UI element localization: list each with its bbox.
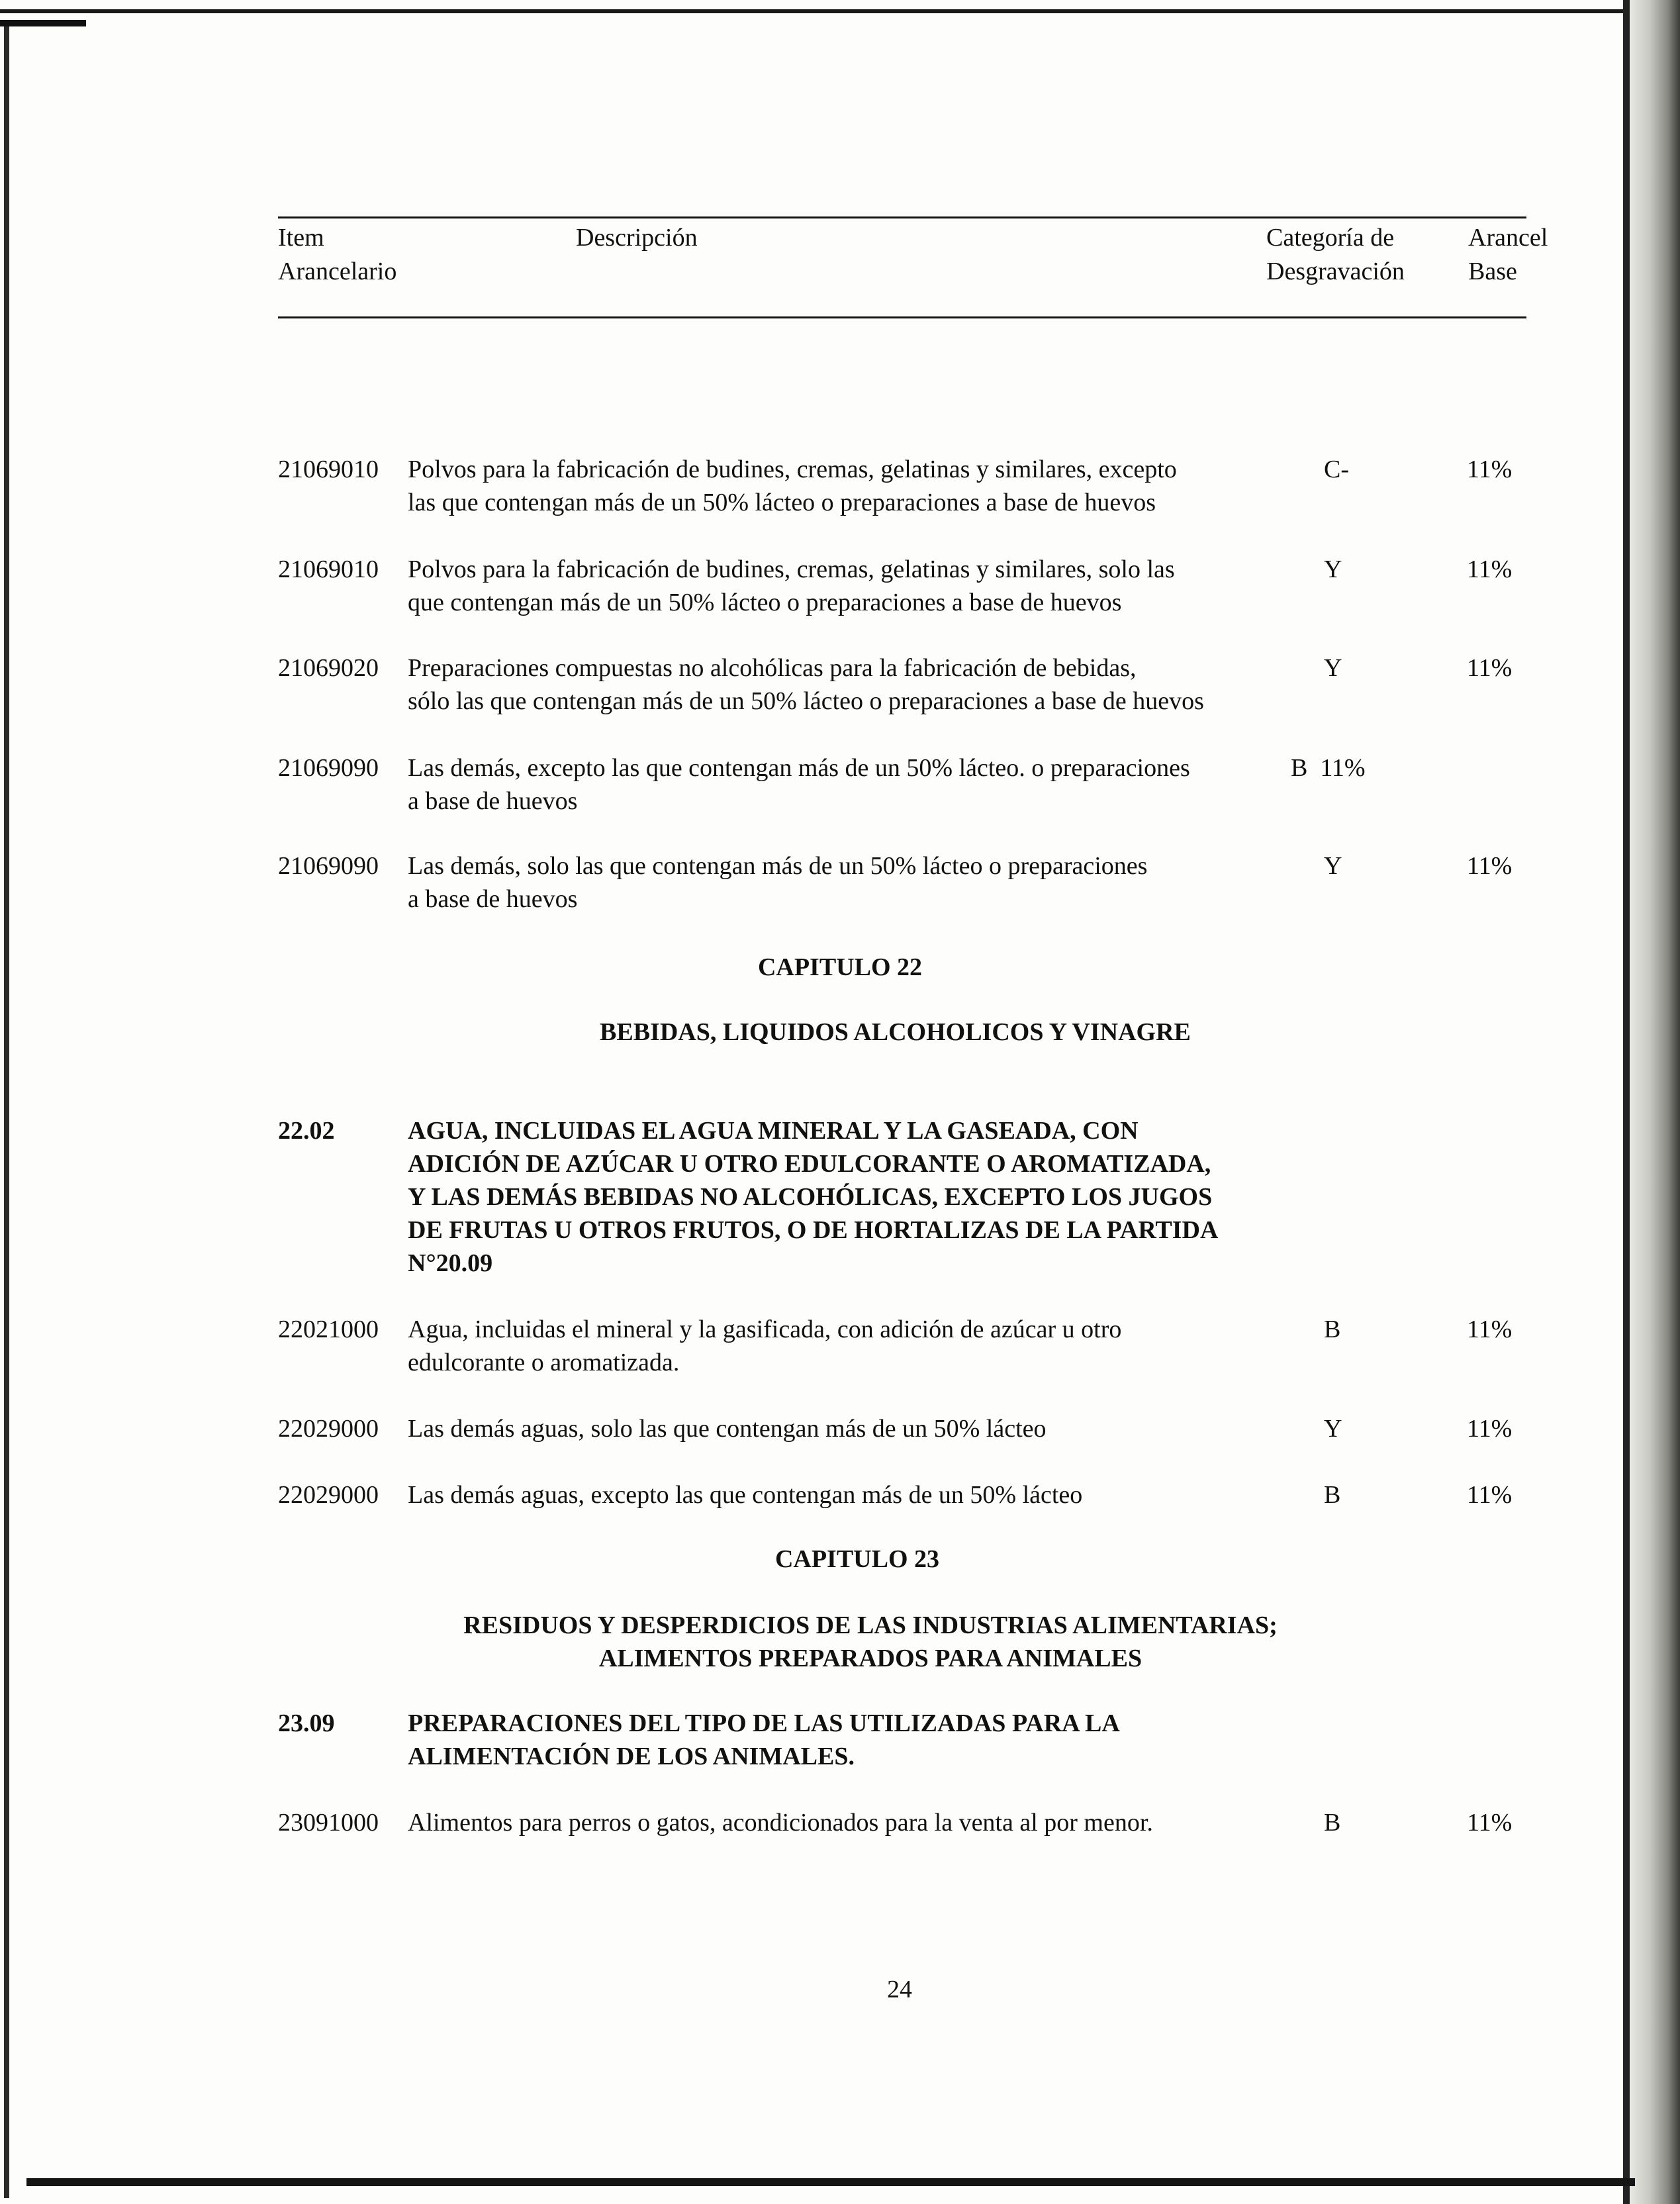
item-code: 22029000	[278, 1415, 379, 1443]
heading-line: ALIMENTACIÓN DE LOS ANIMALES.	[408, 1743, 855, 1770]
chapter-22-label	[0, 951, 1680, 984]
header-rule-bottom	[278, 316, 1526, 318]
item-description	[408, 453, 1546, 519]
table-row	[278, 651, 1536, 724]
item-category: Y	[1324, 555, 1342, 583]
item-description	[408, 651, 1546, 718]
header-desc-label: Descripción	[576, 224, 698, 252]
item-description	[408, 1478, 1546, 1511]
item-code: 21069090	[278, 852, 379, 880]
heading-line: AGUA, INCLUIDAS EL AGUA MINERAL Y LA GASEADA, CON	[408, 1117, 1139, 1145]
table-row	[278, 849, 1536, 922]
scan-edge-left	[4, 26, 9, 2198]
item-description	[408, 1806, 1546, 1839]
chapter-22-title	[192, 1016, 1191, 1049]
item-category: B	[1324, 1481, 1341, 1509]
table-row	[278, 1412, 1536, 1449]
header-descripcion	[576, 221, 698, 255]
item-base-rate: 11%	[1467, 1481, 1513, 1509]
item-description	[408, 1412, 1546, 1445]
header-base-line1: Arancel	[1468, 224, 1548, 252]
item-base-rate: 11%	[1467, 555, 1513, 583]
item-category: B	[1324, 1809, 1341, 1837]
item-category: B	[1324, 1316, 1341, 1343]
header-cat-line1: Categoría de	[1266, 224, 1395, 252]
item-code: 21069010	[278, 555, 379, 583]
table-row	[278, 1806, 1536, 1843]
header-base-line2: Base	[1468, 258, 1517, 285]
item-category: C-	[1324, 455, 1349, 483]
item-code: 21069010	[278, 455, 379, 483]
item-code: 21069020	[278, 654, 379, 682]
desc-line: Las demás, solo las que contengan más de un 50% lácteo o preparaciones	[408, 852, 1148, 880]
header-categoria	[1266, 221, 1405, 289]
table-row	[278, 1313, 1536, 1386]
chapter-title-text: ALIMENTOS PREPARADOS PARA ANIMALES	[598, 1645, 1143, 1672]
item-code: 22029000	[278, 1481, 379, 1509]
desc-line: Polvos para la fabricación de budines, cremas, gelatinas y similares, excepto	[408, 455, 1177, 483]
desc-line: que contengan más de un 50% lácteo o preparaciones a base de huevos	[408, 589, 1122, 616]
chapter-label-text: CAPITULO 23	[774, 1545, 940, 1573]
item-description	[408, 751, 1546, 818]
item-base-rate: 11%	[1467, 1809, 1513, 1837]
heading-line: Y LAS DEMÁS BEBIDAS NO ALCOHÓLICAS, EXCEPTO LOS JUGOS	[408, 1183, 1213, 1211]
item-code: 21069090	[278, 754, 379, 782]
item-description	[408, 553, 1546, 619]
desc-line: Las demás, excepto las que contengan más de un 50% lácteo. o preparaciones	[408, 754, 1190, 782]
chapter-title-text: RESIDUOS Y DESPERDICIOS DE LAS INDUSTRIAS ALIMENTARIAS;	[463, 1611, 1278, 1639]
table-row	[278, 751, 1536, 824]
desc-line: Agua, incluidas el mineral y la gasificada, con adición de azúcar u otro	[408, 1316, 1122, 1343]
item-base-rate: 11%	[1467, 1316, 1513, 1343]
item-base-rate: 11%	[1467, 455, 1513, 483]
table-row	[278, 553, 1536, 626]
header-rule-top	[278, 216, 1526, 218]
item-base-rate: 11%	[1467, 654, 1513, 682]
item-base-rate: 11%	[1467, 852, 1513, 880]
heading-text	[408, 1114, 1218, 1280]
desc-line: Las demás aguas, excepto las que contengan más de un 50% lácteo	[408, 1481, 1083, 1509]
scan-edge-top	[0, 9, 1635, 13]
desc-line: a base de huevos	[408, 787, 578, 815]
heading-code: 22.02	[278, 1117, 335, 1145]
heading-line: DE FRUTAS U OTROS FRUTOS, O DE HORTALIZAS DE LA PARTIDA	[408, 1216, 1219, 1244]
desc-line: Polvos para la fabricación de budines, cremas, gelatinas y similares, solo las	[408, 555, 1175, 583]
scan-edge-bottom	[26, 2178, 1635, 2186]
desc-line: sólo las que contengan más de un 50% lácteo o preparaciones a base de huevos	[408, 687, 1204, 715]
item-description	[408, 1313, 1546, 1379]
heading-text	[408, 1707, 1120, 1773]
desc-line: Alimentos para perros o gatos, acondicionados para la venta al por menor.	[408, 1809, 1153, 1837]
header-cat-line2: Desgravación	[1266, 258, 1405, 285]
chapter-label-text: CAPITULO 22	[757, 953, 923, 981]
desc-line: a base de huevos	[408, 885, 578, 913]
header-arancel-base	[1468, 221, 1548, 289]
heading-code: 23.09	[278, 1709, 335, 1737]
chapter-23-title	[30, 1609, 1680, 1675]
heading-line: PREPARACIONES DEL TIPO DE LAS UTILIZADAS PARA LA	[408, 1709, 1120, 1737]
chapter-title-text: BEBIDAS, LIQUIDOS ALCOHOLICOS Y VINAGRE	[600, 1018, 1191, 1046]
chapter-23-label	[17, 1543, 1680, 1576]
item-base-rate: 11%	[1467, 1415, 1513, 1443]
table-row	[278, 453, 1536, 526]
item-category-and-rate: B 11%	[1291, 754, 1366, 782]
page-number: 24	[887, 1976, 912, 2003]
item-description	[408, 849, 1546, 916]
table-row	[278, 1478, 1536, 1515]
desc-line: Las demás aguas, solo las que contengan más de un 50% lácteo	[408, 1415, 1047, 1443]
item-code: 22021000	[278, 1316, 379, 1343]
desc-line: las que contengan más de un 50% lácteo o preparaciones a base de huevos	[408, 489, 1156, 516]
scan-edge-top-left	[0, 20, 86, 26]
header-item-line1: Item	[278, 224, 324, 252]
item-category: Y	[1324, 852, 1342, 880]
item-code: 23091000	[278, 1809, 379, 1837]
item-category: Y	[1324, 1415, 1342, 1443]
header-item-line2: Arancelario	[278, 258, 397, 285]
desc-line: Preparaciones compuestas no alcohólicas para la fabricación de bebidas,	[408, 654, 1137, 682]
scan-edge-right-line	[1623, 0, 1630, 2204]
heading-line: ADICIÓN DE AZÚCAR U OTRO EDULCORANTE O AROMATIZADA,	[408, 1150, 1211, 1178]
scan-edge-right	[1630, 0, 1680, 2204]
item-category: Y	[1324, 654, 1342, 682]
heading-line: N°20.09	[408, 1249, 493, 1277]
desc-line: edulcorante o aromatizada.	[408, 1349, 680, 1376]
header-item-arancelario	[278, 221, 397, 289]
